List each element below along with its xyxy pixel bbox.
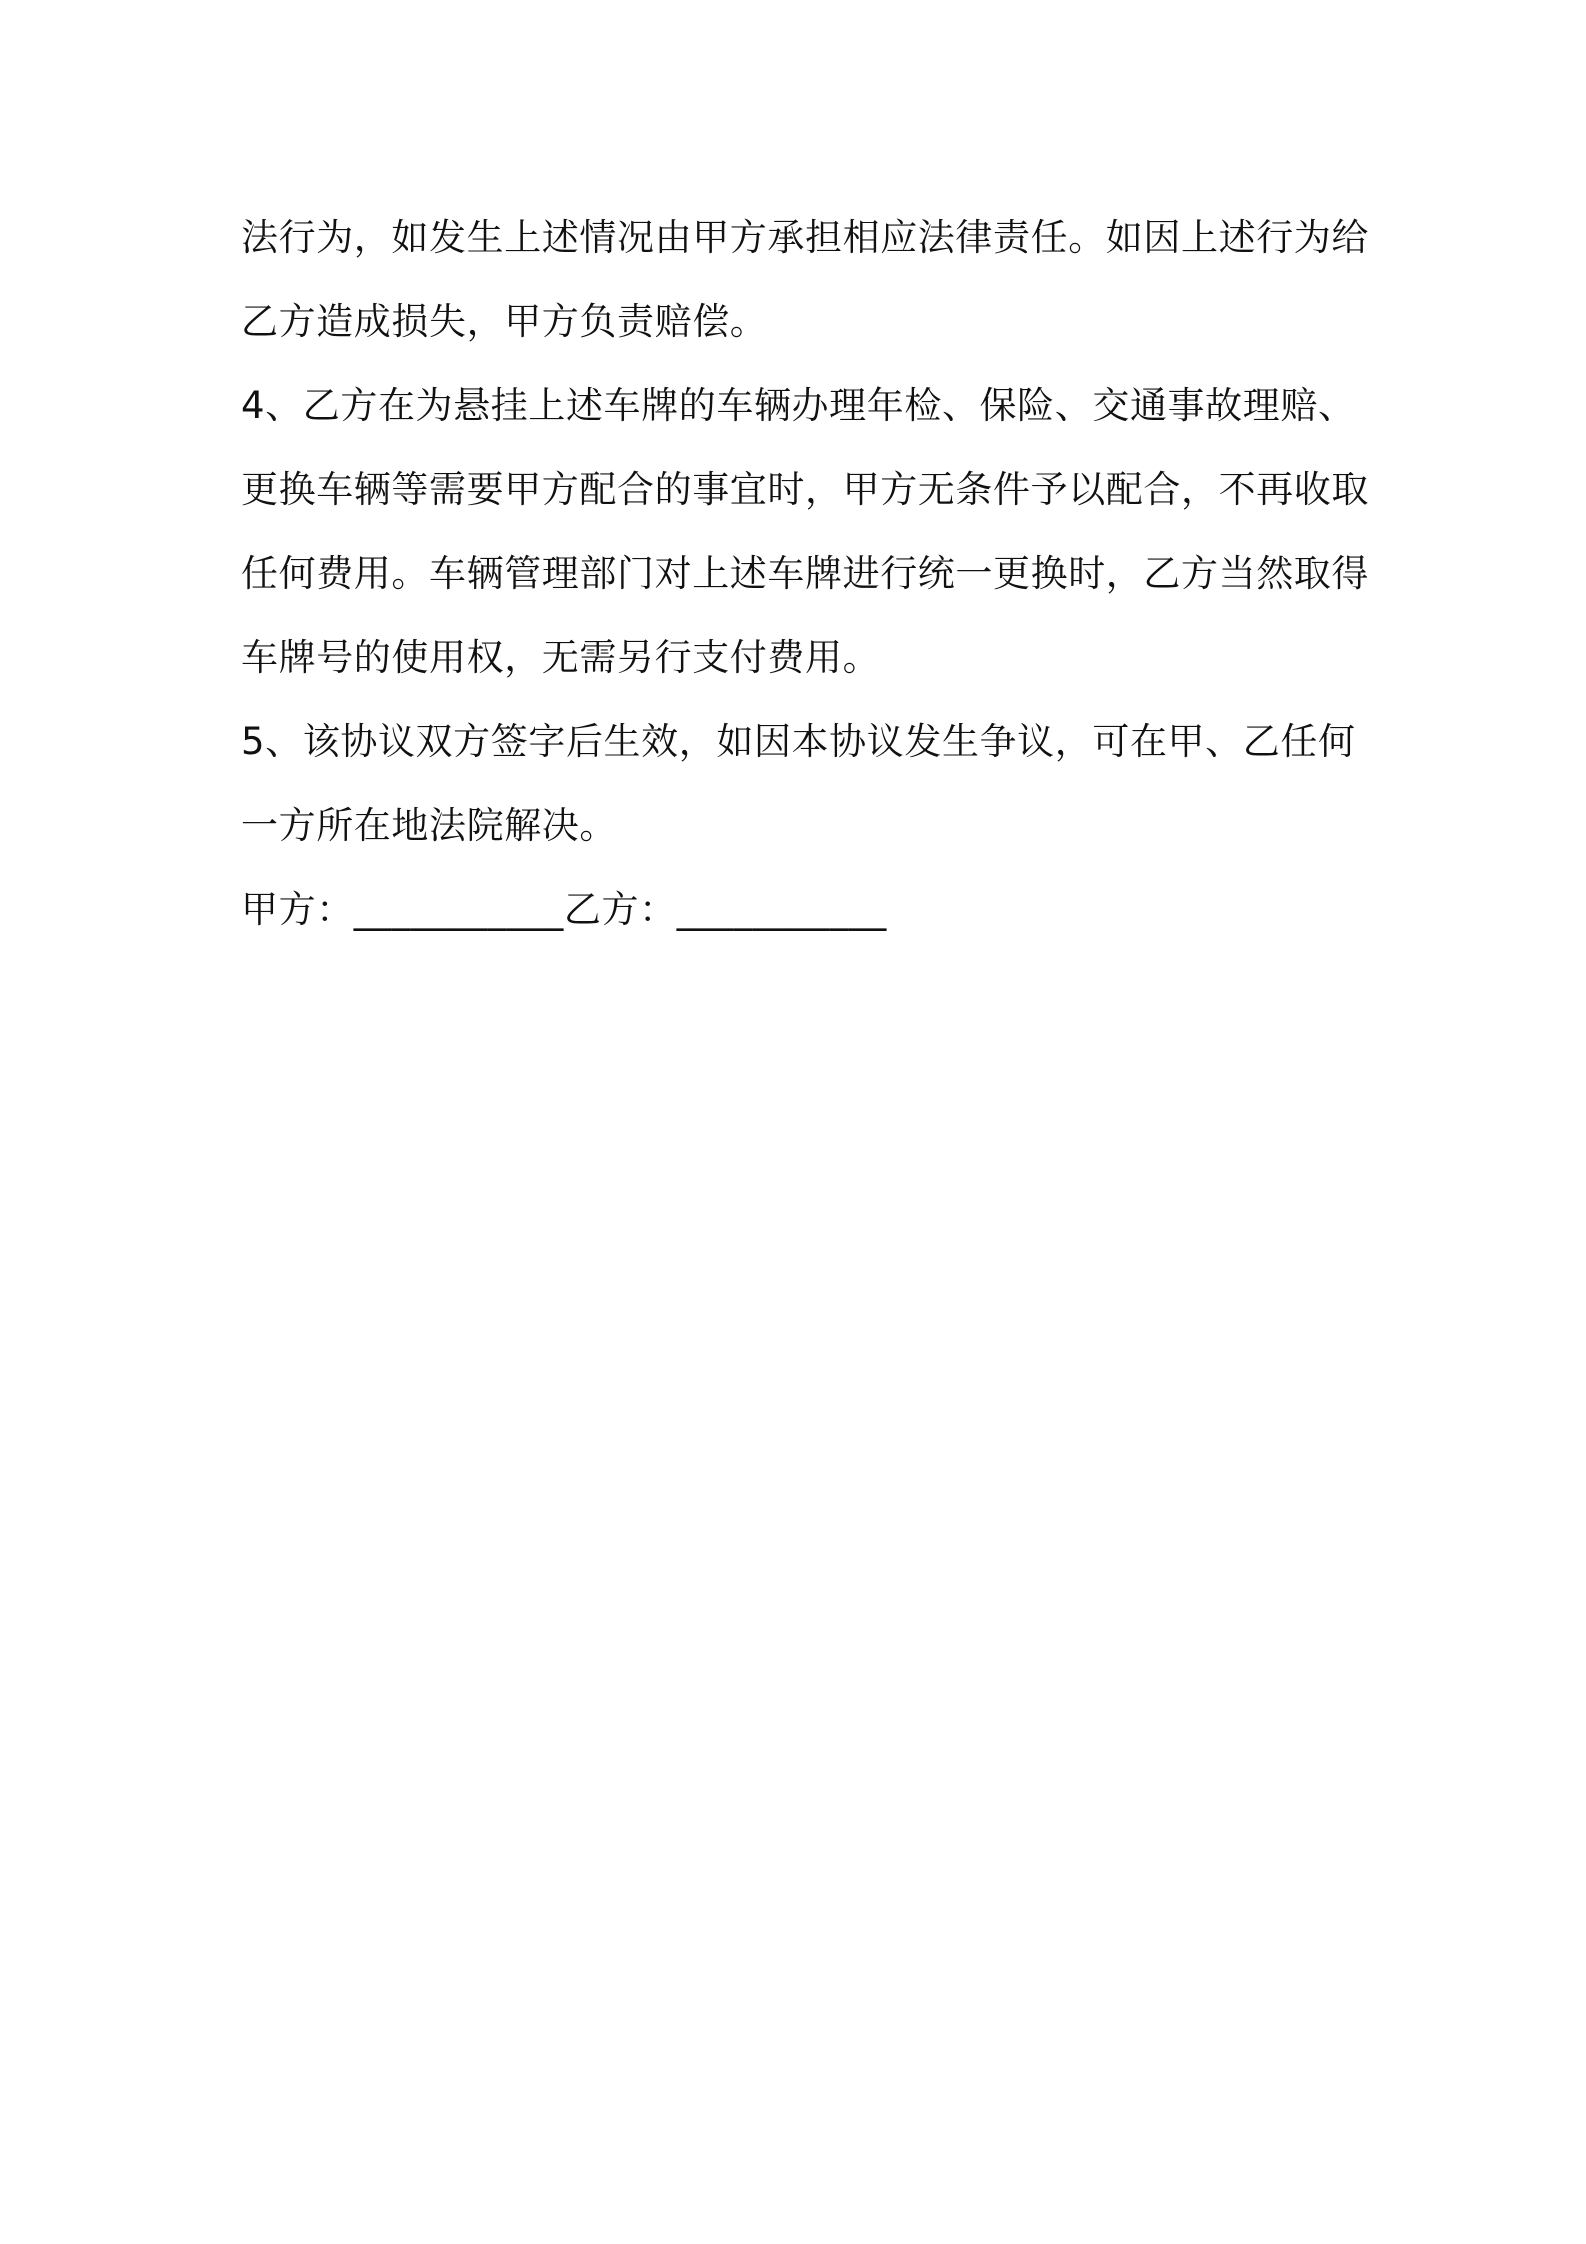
clause-4-line: 更换车辆等需要甲方配合的事宜时，甲方无条件予以配合，不再收取 xyxy=(241,468,1369,511)
signature-line: 甲方：___________乙方：___________ xyxy=(241,888,887,931)
paragraph-line: 法行为，如发生上述情况由甲方承担相应法律责任。如因上述行为给 xyxy=(241,216,1369,259)
clause-4-line: 任何费用。车辆管理部门对上述车牌进行统一更换时，乙方当然取得 xyxy=(241,552,1369,595)
paragraph-line: 乙方造成损失，甲方负责赔偿。 xyxy=(241,300,768,343)
clause-4-line: 4、乙方在为悬挂上述车牌的车辆办理年检、保险、交通事故理赔、 xyxy=(241,384,1356,427)
document-body xyxy=(241,196,1369,952)
clause-5-line: 一方所在地法院解决。 xyxy=(241,804,617,847)
clause-5-line: 5、该协议双方签字后生效，如因本协议发生争议，可在甲、乙任何 xyxy=(241,720,1356,763)
clause-4-line: 车牌号的使用权，无需另行支付费用。 xyxy=(241,636,881,679)
